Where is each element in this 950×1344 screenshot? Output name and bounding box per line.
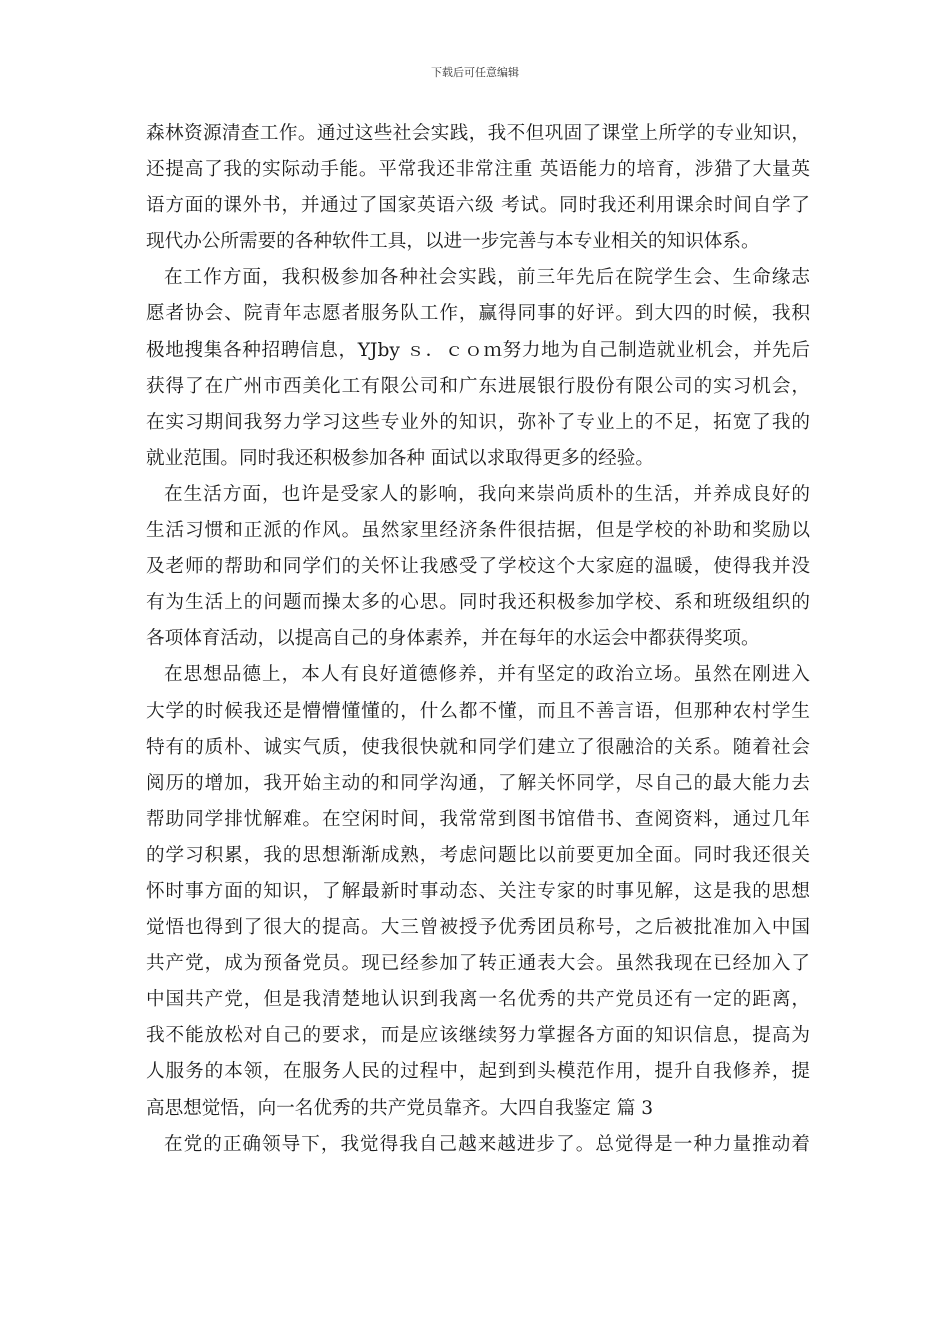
text-line: 及老师的帮助和同学们的关怀让我感受了学校这个大家庭的温暖，使得我并没 bbox=[146, 556, 810, 578]
text-line: 高思想觉悟，向一名优秀的共产党员靠齐。大四自我鉴定 篇 3 bbox=[146, 1097, 654, 1119]
text-line: 的学习积累，我的思想渐渐成熟，考虑问题比以前要更加全面。同时我还很关 bbox=[146, 844, 810, 866]
document-body bbox=[146, 116, 810, 1163]
text-line: 共产党，成为预备党员。现已经参加了转正通表大会。虽然我现在已经加入了 bbox=[146, 953, 810, 975]
text-line: 语方面的课外书，并通过了国家英语六级 考试。同时我还利用课余时间自学了 bbox=[146, 195, 810, 217]
text-line: 帮助同学排忧解难。在空闲时间，我常常到图书馆借书、查阅资料，通过几年 bbox=[146, 808, 810, 830]
text-line: 特有的质朴、诚实气质，使我很快就和同学们建立了很融洽的关系。随着社会 bbox=[146, 736, 810, 758]
text-line: 阅历的增加，我开始主动的和同学沟通，了解关怀同学，尽自己的最大能力去 bbox=[146, 772, 810, 794]
text-line: 人服务的本领，在服务人民的过程中，起到到头模范作用，提升自我修养，提 bbox=[146, 1061, 810, 1083]
text-line: 有为生活上的问题而操太多的心思。同时我还积极参加学校、系和班级组织的 bbox=[146, 592, 810, 614]
text-line: 在实习期间我努力学习这些专业外的知识，弥补了专业上的不足，拓宽了我的 bbox=[146, 411, 810, 433]
text-line: 在思想品德上，本人有良好道德修养，并有坚定的政治立场。虽然在刚进入 bbox=[164, 664, 810, 686]
text-line: 森林资源清查工作。通过这些社会实践，我不但巩固了课堂上所学的专业知识， bbox=[146, 123, 810, 144]
text-line: 怀时事方面的知识，了解最新时事动态、关注专家的时事见解，这是我的思想 bbox=[146, 880, 810, 902]
text-line: 极地搜集各种招聘信息，YJby ｓ．ｃｏｍ努力地为自己制造就业机会，并先后 bbox=[146, 339, 810, 361]
text-line: 现代办公所需要的各种软件工具，以进一步完善与本专业相关的知识体系。 bbox=[146, 231, 760, 253]
page-header: 下载后可任意编辑 bbox=[431, 66, 519, 79]
text-line: 生活习惯和正派的作风。虽然家里经济条件很拮据，但是学校的补助和奖励以 bbox=[146, 520, 810, 542]
text-line: 获得了在广州市西美化工有限公司和广东进展银行股份有限公司的实习机会， bbox=[146, 375, 810, 397]
text-line: 在生活方面，也许是受家人的影响，我向来崇尚质朴的生活，并养成良好的 bbox=[164, 483, 810, 505]
text-line: 还提高了我的实际动手能。平常我还非常注重 英语能力的培育，涉猎了大量英 bbox=[146, 159, 810, 181]
text-line: 我不能放松对自己的要求，而是应该继续努力掌握各方面的知识信息，提高为 bbox=[146, 1025, 810, 1047]
text-line: 各项体育活动，以提高自己的身体素养，并在每年的水运会中都获得奖项。 bbox=[146, 628, 760, 650]
text-line: 在党的正确领导下，我觉得我自己越来越进步了。总觉得是一种力量推动着 bbox=[164, 1133, 810, 1155]
text-line: 大学的时候我还是懵懵懂懂的，什么都不懂，而且不善言语，但那种农村学生 bbox=[146, 700, 810, 722]
text-line: 就业范围。同时我还积极参加各种 面试以求取得更多的经验。 bbox=[146, 447, 654, 469]
text-line: 在工作方面，我积极参加各种社会实践，前三年先后在院学生会、生命缘志 bbox=[164, 267, 810, 289]
text-line: 觉悟也得到了很大的提高。大三曾被授予优秀团员称号，之后被批准加入中国 bbox=[146, 917, 810, 939]
text-line: 中国共产党，但是我清楚地认识到我离一名优秀的共产党员还有一定的距离， bbox=[146, 989, 810, 1011]
text-line: 愿者协会、院青年志愿者服务队工作，赢得同事的好评。到大四的时候，我积 bbox=[146, 303, 810, 325]
